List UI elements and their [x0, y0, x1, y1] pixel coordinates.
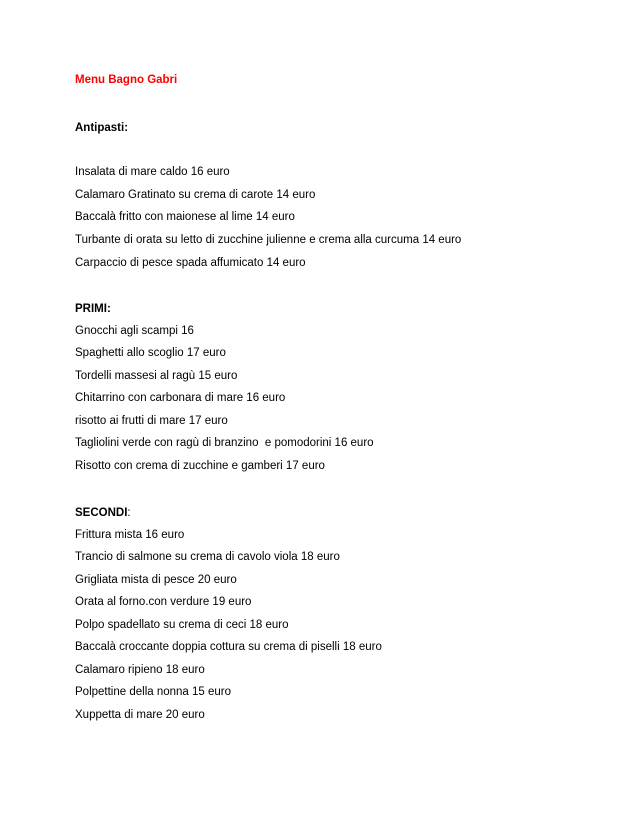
menu-item: Polpettine della nonna 15 euro [75, 686, 232, 698]
menu-title: Menu Bagno Gabri [75, 74, 178, 86]
menu-item: Frittura mista 16 euro [75, 529, 185, 541]
menu-item: Insalata di mare caldo 16 euro [75, 166, 230, 178]
menu-item: Tagliolini verde con ragù di branzino e pomodorini 16 euro [75, 437, 374, 449]
section-heading-primi: PRIMI: [75, 303, 111, 315]
menu-item: Carpaccio di pesce spada affumicato 14 euro [75, 257, 306, 269]
menu-item: Orata al forno.con verdure 19 euro [75, 596, 252, 608]
menu-item: Risotto con crema di zucchine e gamberi 17 euro [75, 460, 325, 472]
menu-item: Calamaro Gratinato su crema di carote 14 euro [75, 189, 316, 201]
menu-item: Gnocchi agli scampi 16 [75, 325, 194, 337]
menu-item: Calamaro ripieno 18 euro [75, 664, 205, 676]
section-heading-secondi [75, 507, 131, 519]
menu-item: risotto ai frutti di mare 17 euro [75, 415, 228, 427]
menu-item: Spaghetti allo scoglio 17 euro [75, 347, 226, 359]
menu-item: Turbante di orata su letto di zucchine julienne e crema alla curcuma 14 euro [75, 234, 462, 246]
menu-document [75, 0, 615, 828]
section-heading-label: SECONDI [75, 507, 128, 519]
menu-item: Grigliata mista di pesce 20 euro [75, 574, 237, 586]
section-heading-colon: : [127, 507, 131, 519]
menu-item: Xuppetta di mare 20 euro [75, 709, 205, 721]
menu-item: Tordelli massesi al ragù 15 euro [75, 370, 238, 382]
menu-item: Baccalà fritto con maionese al lime 14 euro [75, 211, 295, 223]
menu-item: Baccalà croccante doppia cottura su crema di piselli 18 euro [75, 641, 382, 653]
menu-item: Trancio di salmone su crema di cavolo viola 18 euro [75, 551, 340, 563]
menu-item: Polpo spadellato su crema di ceci 18 euro [75, 619, 289, 631]
section-heading-antipasti: Antipasti: [75, 122, 129, 134]
menu-item: Chitarrino con carbonara di mare 16 euro [75, 392, 286, 404]
